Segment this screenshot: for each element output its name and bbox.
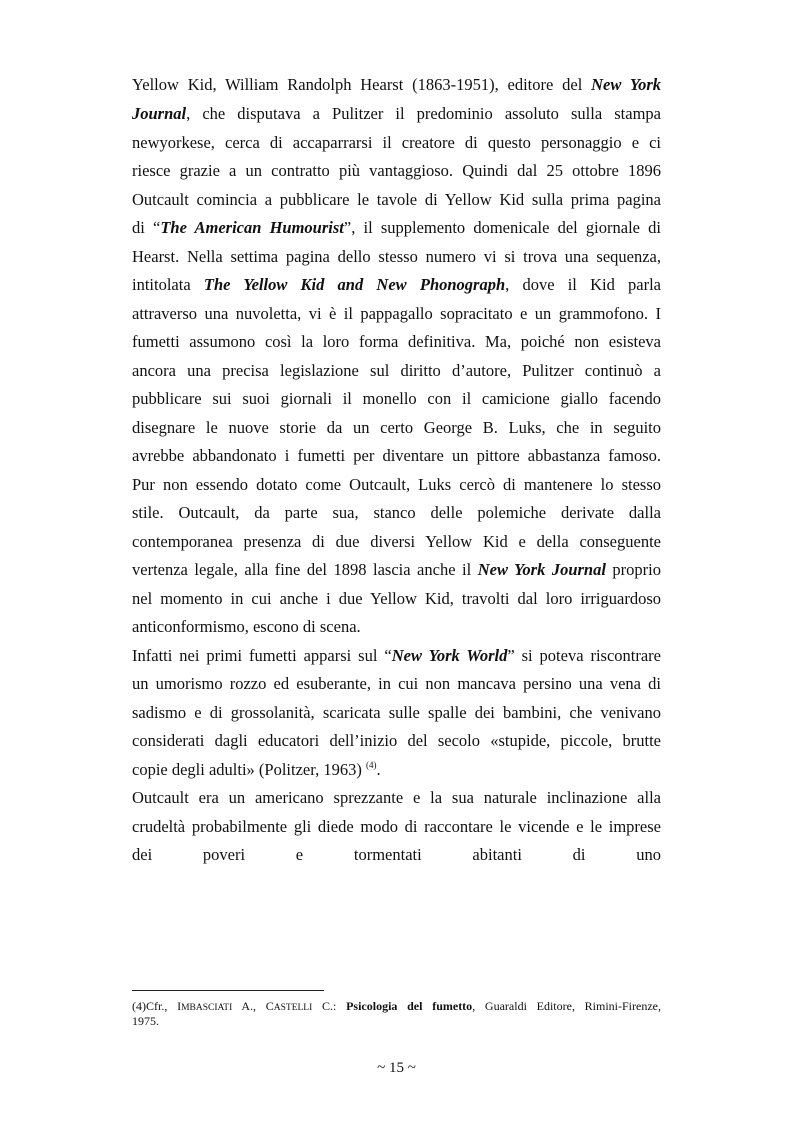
text-line: considerati dagli educatori dell’inizio del secolo «stupide, piccole, brutte — [132, 731, 661, 750]
text-line: anticonformismo, escono di scena. — [132, 617, 361, 636]
book-title: Psicologia del fumetto — [346, 999, 473, 1013]
text-line: vertenza legale, alla fine del 1898 lascia anche il New York Journal proprio — [132, 560, 662, 579]
text-line: Outcault era un americano sprezzante e la sua naturale inclinazione alla — [132, 788, 661, 807]
page-number: ~ 15 ~ — [377, 1060, 416, 1076]
publication-title: Journal — [132, 104, 187, 123]
text-line: Pur non essendo dotato come Outcault, Luks cercò di mantenere lo stesso — [132, 475, 661, 494]
text-line: sadismo e di grossolanità, scaricata sulle spalle dei bambini, che venivano — [132, 703, 661, 722]
footnote-line: (4)Cfr., IMBASCIATI A., CASTELLI C.: Psicologia del fumetto, Guaraldi Editore, Rimini-Firenze, — [132, 999, 661, 1013]
publication-title: New York Journal — [477, 560, 606, 579]
text-line: Hearst. Nella settima pagina dello stesso numero vi si trova una sequenza, — [132, 247, 661, 266]
footnote-line: 1975. — [132, 1014, 159, 1028]
text-line: fumetti assumono così la loro forma definitiva. Ma, poiché non esisteva — [132, 332, 661, 351]
text-line: dei poveri e tormentati abitanti di uno — [132, 845, 661, 864]
text-line: un umorismo rozzo ed esuberante, in cui non mancava persino una vena di — [132, 674, 661, 693]
text-line: di “The American Humourist”, il supplemento domenicale del giornale di — [132, 218, 661, 237]
text-line: contemporanea presenza di due diversi Yellow Kid e della conseguente — [132, 532, 661, 551]
publication-title: New York World — [391, 646, 508, 665]
text-line: attraverso una nuvoletta, vi è il pappagallo sopracitato e un grammofono. I — [132, 304, 661, 323]
text-line: nel momento in cui anche i due Yellow Kid, travolti dal loro irriguardoso — [132, 589, 661, 608]
publication-title: The Yellow Kid and New Phonograph — [203, 275, 506, 294]
text-line: Journal, che disputava a Pulitzer il predominio assoluto sulla stampa — [132, 104, 661, 123]
text-line: stile. Outcault, da parte sua, stanco delle polemiche derivate dalla — [132, 503, 661, 522]
footnote-separator — [132, 990, 324, 991]
publication-title: New York — [591, 75, 661, 94]
text-line: newyorkese, cerca di accaparrarsi il creatore di questo personaggio e ci — [132, 133, 661, 152]
text-line: ancora una precisa legislazione sul diritto d’autore, Pulitzer continuò a — [132, 361, 661, 380]
text-line: copie degli adulti» (Politzer, 1963) $^{(4)}$. — [132, 760, 381, 779]
text-line: pubblicare sui suoi giornali il monello con il camicione giallo facendo — [132, 389, 661, 408]
text-line: riesce grazie a un contratto più vantaggioso. Quindi dal 25 ottobre 1896 — [132, 161, 661, 180]
text-line: crudeltà probabilmente gli diede modo di raccontare le vicende e le imprese — [132, 817, 661, 836]
text-line: intitolata The Yellow Kid and New Phonograph, dove il Kid parla — [132, 275, 662, 294]
publication-title: The American Humourist — [160, 218, 344, 237]
text-line: avrebbe abbandonato i fumetti per diventare un pittore abbastanza famoso. — [132, 446, 661, 465]
text-line: Outcault comincia a pubblicare le tavole di Yellow Kid sulla prima pagina — [132, 190, 661, 209]
text-line: Infatti nei primi fumetti apparsi sul “New York World” si poteva riscontrare — [132, 646, 661, 665]
text-line: disegnare le nuove storie da un certo George B. Luks, che in seguito — [132, 418, 661, 437]
footnote-ref: (4) — [365, 760, 377, 770]
text-line: Yellow Kid, William Randolph Hearst (1863-1951), editore del New York — [132, 75, 661, 94]
